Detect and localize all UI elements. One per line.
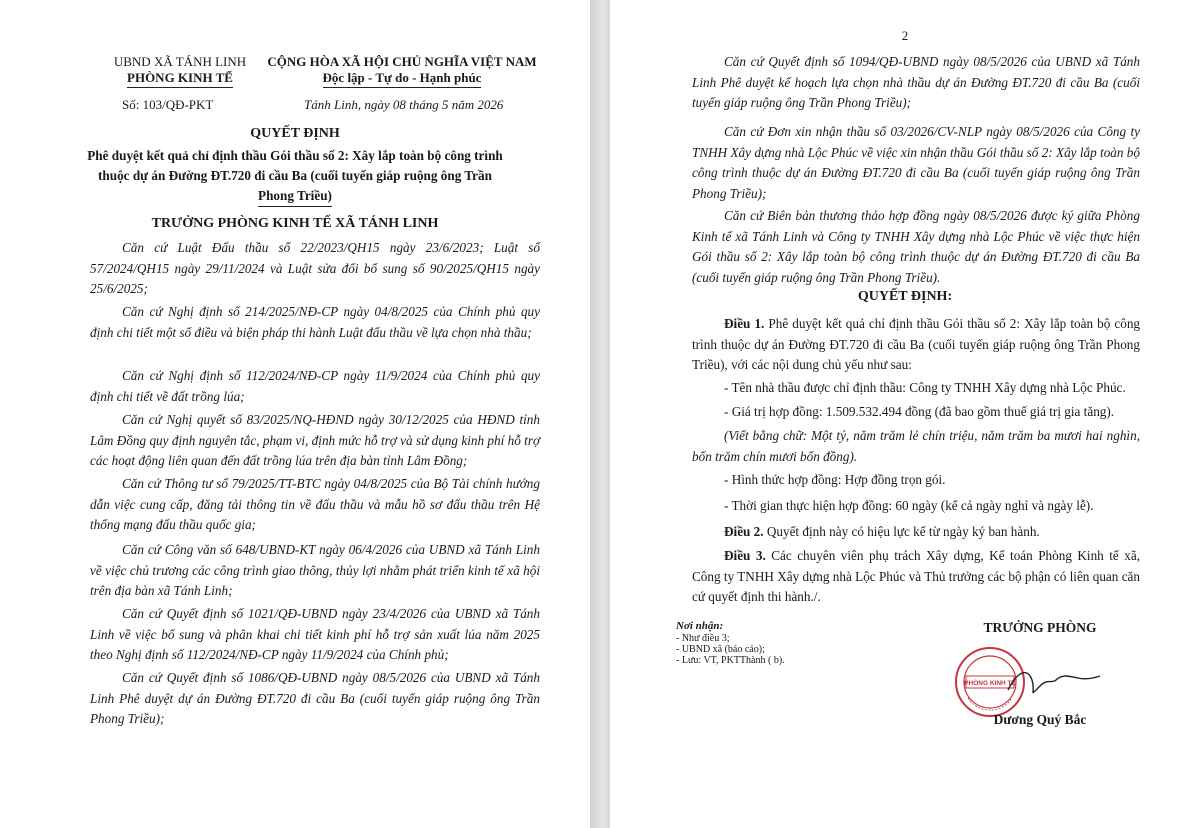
subject-line-3: Phong Triều) (258, 186, 332, 207)
subject-line-1: Phê duyệt kết quả chỉ định thầu Gói thầu số 2: Xây lắp toàn bộ công trình (87, 148, 503, 163)
issuing-authority: TRƯỞNG PHÒNG KINH TẾ XÃ TÁNH LINH (151, 216, 439, 231)
legal-basis: Căn cứ Nghị định số 112/2024/NĐ-CP ngày 11/9/2024 của Chính phủ quy định chi tiết về đất trồng lúa; (90, 368, 540, 404)
official-seal-and-signature (948, 640, 1138, 722)
nation-motto: Độc lập - Tự do - Hạnh phúc (323, 70, 482, 88)
agency-name: UBND XÃ TÁNH LINH (113, 54, 247, 69)
legal-basis: Căn cứ Nghị quyết số 83/2025/NQ-HĐND ngày 30/12/2025 của HĐND tỉnh Lâm Đồng quy định nguyên tắc, phạm vi, định mức hỗ trợ và sử dụng kinh phí hỗ trợ các hoạt động liên quan đến đất trồng lúa trên địa bàn tỉnh Lâm Đồng; (90, 412, 540, 468)
article-1-label: Điều 1. (724, 316, 765, 331)
recipient-item: - Lưu: VT, PKTThành ( b). (676, 655, 785, 666)
contract-duration: - Thời gian thực hiện hợp đồng: 60 ngày (kể cả ngày nghỉ và ngày lễ). (724, 498, 1094, 513)
contract-value: - Giá trị hợp đồng: 1.509.532.494 đồng (đã bao gồm thuế giá trị gia tăng). (724, 404, 1115, 419)
document-page-1 (0, 0, 590, 828)
legal-basis: Căn cứ Công văn số 648/UBND-KT ngày 06/4/2026 của UBND xã Tánh Linh về việc chủ trương các công trình giao thông, thủy lợi nhằm phát triển kinh tế xã hội trên địa bàn xã Tánh Linh; (90, 542, 540, 598)
handwritten-signature (1008, 673, 1100, 693)
subject-line-2: thuộc dự án Đường ĐT.720 đi cầu Ba (cuối tuyến giáp ruộng ông Trần (98, 168, 492, 183)
signer-title: TRƯỞNG PHÒNG (983, 620, 1097, 635)
contractor-name: - Tên nhà thầu được chỉ định thầu: Công ty TNHH Xây dựng nhà Lộc Phúc. (724, 380, 1126, 395)
decision-heading: QUYẾT ĐỊNH: (857, 289, 953, 304)
page-number: 2 (901, 28, 909, 43)
legal-basis: Căn cứ Thông tư số 79/2025/TT-BTC ngày 04/8/2025 của Bộ Tài chính hướng dẫn việc cung cấp, đăng tải thông tin về đấu thầu và mẫu hồ sơ đấu thầu trên Hệ thống mạng đấu thầu quốc gia; (90, 476, 540, 532)
legal-basis: Căn cứ Biên bản thương thảo hợp đồng ngày 08/5/2026 được ký giữa Phòng Kinh tế xã Tánh Linh và Công ty TNHH Xây dựng nhà Lộc Phúc về việc thực hiện Gói thầu số 2: Xây lắp toàn bộ công trình thuộc dự án Đường ĐT.720 đi cầu Ba (cuối tuyến giáp ruộng ông Trần Phong Triều). (692, 208, 1140, 285)
recipient-item: - UBND xã (báo cáo); (676, 644, 765, 655)
document-type: QUYẾT ĐỊNH (250, 126, 340, 141)
recipients-list (676, 633, 876, 666)
national-header (252, 54, 552, 88)
nation-title: CỘNG HÒA XÃ HỘI CHỦ NGHĨA VIỆT NAM (267, 54, 537, 69)
signer-name: Dương Quý Bắc (993, 712, 1087, 727)
article-1 (692, 314, 1140, 376)
article-3-text: Các chuyên viên phụ trách Xây dựng, Kế toán Phòng Kinh tế xã, Công ty TNHH Xây dựng nhà Lộc Phúc và Thủ trưởng các bộ phận có liên quan căn cứ quyết định thi hành./. (692, 548, 1140, 604)
official-seal (956, 648, 1024, 716)
document-page-2 (610, 0, 1200, 828)
contract-form: - Hình thức hợp đồng: Hợp đồng trọn gói. (724, 472, 946, 487)
legal-basis: Căn cứ Nghị định số 214/2025/NĐ-CP ngày 04/8/2025 của Chính phủ quy định chi tiết một số điều và biện pháp thi hành Luật đấu thầu về lựa chọn nhà thầu; (90, 304, 540, 340)
place-date: Tánh Linh, ngày 08 tháng 5 năm 2026 (304, 97, 504, 112)
agency-header (95, 54, 265, 88)
legal-basis: Căn cứ Quyết định số 1094/QĐ-UBND ngày 08/5/2026 của UBND xã Tánh Linh Phê duyệt kế hoạch lựa chọn nhà thầu dự án Đường ĐT.720 đi cầu Ba (cuối tuyến giáp ruộng ông Trần Phong Triều); (692, 54, 1140, 110)
article-2-text: Quyết định này có hiệu lực kể từ ngày ký ban hành. (763, 524, 1040, 539)
department-name: PHÒNG KINH TẾ (127, 70, 233, 88)
article-3-label: Điều 3. (724, 548, 766, 563)
legal-basis: Căn cứ Luật Đấu thầu số 22/2023/QH15 ngày 23/6/2023; Luật số 57/2024/QH15 ngày 29/11/2024 và Luật sửa đổi bổ sung số 90/2025/QH15 ngày 25/6/2025; (90, 240, 540, 296)
contract-value-in-words: (Viết bằng chữ: Một tỷ, năm trăm lẻ chín triệu, năm trăm ba mươi hai nghìn, bốn trăm chín mươi bốn đồng). (692, 428, 1140, 464)
article-2 (692, 522, 1140, 543)
page-gap (590, 0, 610, 828)
svg-text:PHÒNG KINH TẾ: PHÒNG KINH TẾ (964, 680, 1016, 687)
recipients-label: Nơi nhận: (676, 620, 724, 632)
legal-basis: Căn cứ Quyết định số 1086/QĐ-UBND ngày 08/5/2026 của UBND xã Tánh Linh Phê duyệt dự án Đường ĐT.720 đi cầu Ba (cuối tuyến giáp ruộng ông Trần Phong Triều); (90, 670, 540, 726)
legal-basis: Căn cứ Đơn xin nhận thầu số 03/2026/CV-NLP ngày 08/5/2026 của Công ty TNHH Xây dựng nhà Lộc Phúc về việc xin nhận thầu Gói thầu số 2: Xây lắp toàn bộ công trình thuộc dự án Đường ĐT.720 đi cầu Ba (cuối tuyến giáp ruộng ông Trần Phong Triều); (692, 124, 1140, 201)
legal-basis: Căn cứ Quyết định số 1021/QĐ-UBND ngày 23/4/2026 của UBND xã Tánh Linh về việc bổ sung và phân khai chi tiết kinh phí hỗ trợ sản xuất lúa năm 2025 theo Nghị định số 112/2024/NĐ-CP ngày 11/9/2024 của Chính phủ; (90, 606, 540, 662)
article-2-label: Điều 2. (724, 524, 764, 539)
article-1-text: Phê duyệt kết quả chỉ định thầu Gói thầu số 2: Xây lắp toàn bộ công trình thuộc dự án Đường ĐT.720 đi cầu Ba (cuối tuyến giáp ruộng ông Trần Phong Triều), với các nội dung chủ yếu như sau: (692, 316, 1141, 372)
article-3 (692, 546, 1140, 608)
recipient-item: - Như điều 3; (676, 633, 730, 644)
document-subject (20, 146, 570, 207)
document-number: Số: 103/QĐ-PKT (122, 97, 214, 112)
